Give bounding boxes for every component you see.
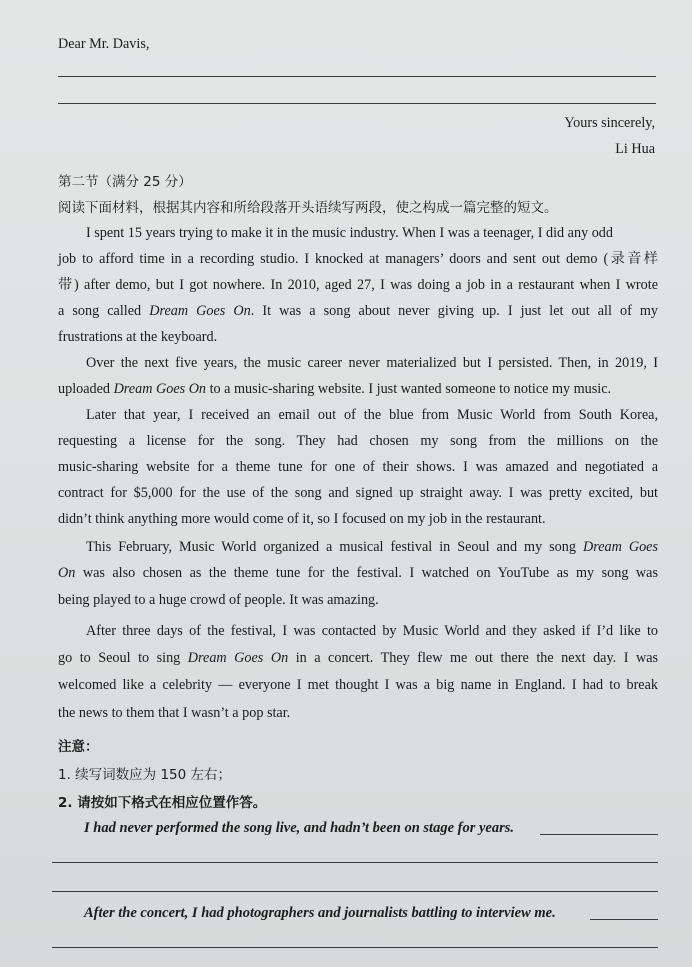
salutation: Dear Mr. Davis, — [58, 36, 150, 52]
writing-line — [58, 103, 656, 104]
story-line: contract for $5,000 for the use of the song and signed up straight away. I was pretty excited, but — [58, 485, 658, 501]
story-line: frustrations at the keyboard. — [58, 329, 218, 345]
notes-label: 注意： — [58, 739, 99, 755]
story-line: job to afford time in a recording studio. I knocked at managers’ doors and sent out demo (录音样 — [58, 251, 658, 267]
story-line: Later that year, I received an email out of the blue from Music World from South Korea, — [86, 407, 658, 423]
note-item: 2. 请按如下格式在相应位置作答。 — [58, 795, 267, 811]
story-line: being played to a huge crowd of people. It was amazing. — [58, 592, 379, 608]
story-line: music-sharing website for a theme tune for one of their shows. I was amazed and negotiated a — [58, 459, 658, 475]
writing-line — [58, 76, 656, 77]
story-line — [58, 382, 611, 396]
answer-line[interactable] — [52, 891, 658, 892]
song-title: On — [58, 565, 76, 581]
story-line: the news to them that I wasn’t a pop star. — [58, 705, 291, 721]
continuation-prompt-2: After the concert, I had photographers and journalists battling to interview me. — [84, 905, 556, 921]
answer-line[interactable] — [590, 919, 658, 920]
story-line: Over the next five years, the music career never materialized but I persisted. Then, in 2019, I — [86, 355, 658, 371]
answer-line[interactable] — [52, 947, 658, 948]
story-line — [86, 540, 658, 554]
story-text: was also chosen as the theme tune for the festival. I watched on YouTube as my song was — [75, 565, 658, 581]
closing: Yours sincerely, — [564, 115, 655, 131]
story-text: uploaded — [58, 381, 114, 397]
story-line: After three days of the festival, I was contacted by Music World and they asked if I’d like to — [86, 623, 658, 639]
story-line — [58, 566, 658, 580]
story-line — [58, 651, 658, 665]
story-line: didn’t think anything more would come of it, so I focused on my job in the restaurant. — [58, 511, 546, 527]
section-heading: 第二节（满分 25 分） — [58, 174, 192, 190]
story-text: I spent 15 years trying to make it in the music industry. When I was a teenager, I did any odd — [86, 225, 613, 241]
story-line: welcomed like a celebrity — everyone I met thought I was a big name in England. I had to break — [58, 677, 658, 693]
answer-line[interactable] — [52, 862, 658, 863]
continuation-prompt-1: I had never performed the song live, and hadn’t been on stage for years. — [84, 820, 515, 836]
signature: Li Hua — [615, 141, 655, 157]
story-text: This February, Music World organized a musical festival in Seoul and my song — [86, 539, 583, 555]
answer-line[interactable] — [540, 834, 658, 835]
story-text: . It was a song about never giving up. I just let out all of my — [250, 303, 659, 319]
song-title: Dream Goes On — [187, 650, 289, 666]
story-text: in a concert. They flew me out there the next day. I was — [288, 650, 659, 666]
song-title: Dream Goes On — [149, 303, 251, 319]
story-text: go to Seoul to sing — [58, 650, 188, 666]
story-line — [58, 304, 658, 318]
note-item: 1. 续写词数应为 150 左右； — [58, 767, 232, 783]
section-instructions: 阅读下面材料，根据其内容和所给段落开头语续写两段，使之构成一篇完整的短文。 — [58, 200, 558, 216]
song-title: Dream Goes — [582, 539, 658, 555]
story-text: to a music-sharing website. I just wanted someone to notice my music. — [206, 381, 612, 397]
story-line — [86, 226, 658, 240]
story-line: requesting a license for the song. They had chosen my song from the millions on the — [58, 433, 658, 449]
song-title: Dream Goes On — [113, 381, 207, 397]
story-line: 带) after demo, but I got nowhere. In 2010, aged 27, I was doing a job in a restaurant when I wrote — [58, 277, 658, 293]
story-text: a song called — [58, 303, 150, 319]
